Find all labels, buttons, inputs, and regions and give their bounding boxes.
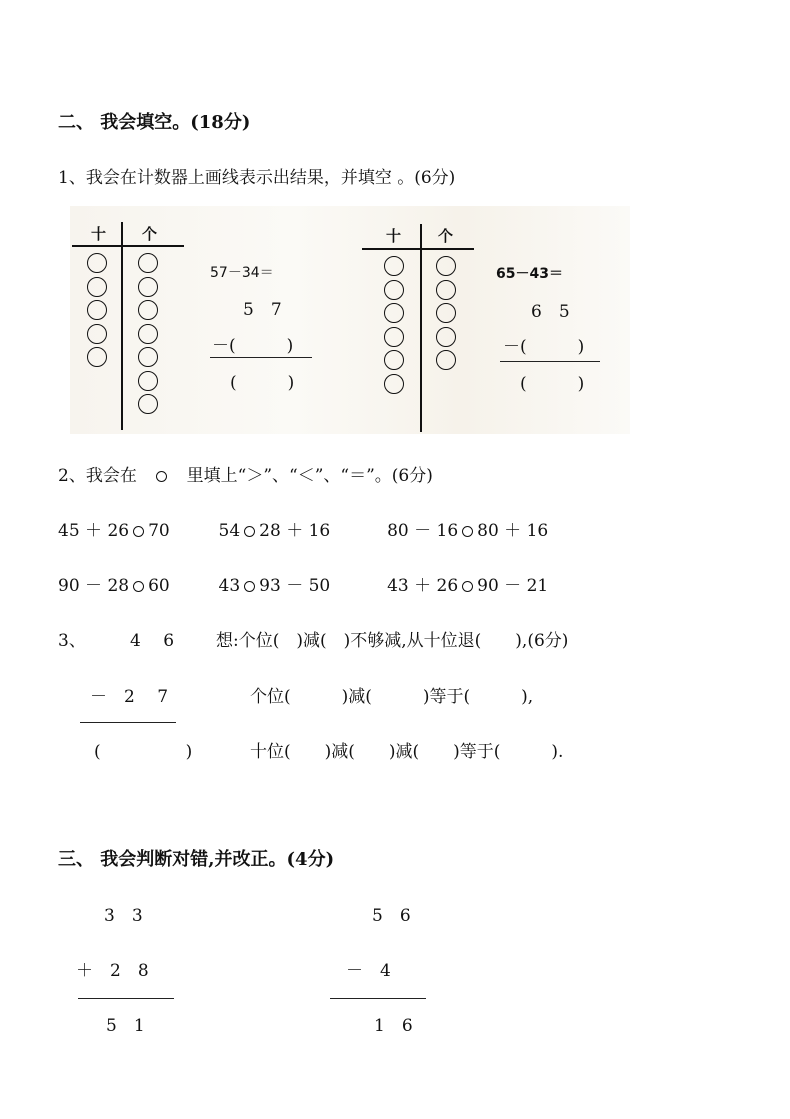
comparison-row-1	[58, 516, 548, 541]
question-2-text	[58, 461, 433, 486]
bead	[87, 277, 107, 297]
section-2-title: 二、 我会填空。(18分)	[58, 112, 251, 133]
calc-right-top-digits: 6 5	[531, 302, 570, 322]
bead	[87, 347, 107, 367]
comparison-expr: 43 ＋ 26	[387, 576, 459, 596]
ones-label: 个	[438, 227, 454, 245]
calc-left-line	[210, 357, 312, 358]
section-3-title: 三、 我会判断对错,并改正。(4分)	[58, 849, 335, 870]
bead	[87, 253, 107, 273]
bead	[436, 280, 456, 300]
calc-left-minus-row: －( )	[212, 336, 294, 356]
question-3-label: 3、	[58, 631, 86, 651]
abacus-header-line	[362, 248, 474, 250]
comparison-expr: 93 － 50	[259, 576, 331, 596]
comparison-expr: 43	[218, 576, 241, 596]
problem-2-operator-row: － 4	[346, 961, 391, 981]
answer-circle[interactable]	[244, 526, 255, 537]
calc-right-minus-row: －( )	[503, 337, 585, 357]
calc-right-result: ( )	[520, 374, 585, 394]
bead	[436, 256, 456, 276]
bead	[436, 303, 456, 323]
comparison-expr: 45 ＋ 26	[58, 521, 130, 541]
tens-label: 十	[91, 225, 107, 243]
question-2-prefix: 2、我会在	[58, 466, 137, 486]
comparison-expr: 28 ＋ 16	[259, 521, 331, 541]
problem-2-result: 1 6	[374, 1016, 413, 1036]
calc-left-top-digits: 5 7	[243, 300, 282, 320]
ones-label: 个	[142, 225, 158, 243]
calc-right-line	[500, 361, 600, 362]
bead	[87, 300, 107, 320]
question-3-line-1: 想:个位( )减( )不够减,从十位退( ),(6分)	[216, 631, 569, 651]
question-3-line-2: 个位( )减( )等于( ),	[250, 687, 534, 707]
abacus-header-line	[72, 245, 184, 247]
bead	[384, 303, 404, 323]
problem-2-line	[330, 998, 426, 999]
bead	[138, 300, 158, 320]
bead	[138, 347, 158, 367]
answer-circle[interactable]	[462, 526, 473, 537]
comparison-expr: 90 － 28	[58, 576, 130, 596]
question-3-minus-digits: － 2 7	[90, 687, 169, 707]
problem-2-top: 5 6	[372, 906, 411, 926]
calc-right-expression: 65－43＝	[496, 266, 563, 282]
bead	[436, 350, 456, 370]
comparison-expr: 54	[218, 521, 241, 541]
problem-1-result: 5 1	[106, 1016, 145, 1036]
comparison-expr: 80 ＋ 16	[477, 521, 549, 541]
answer-circle[interactable]	[244, 581, 255, 592]
calc-left-expression: 57－34＝	[210, 265, 274, 281]
problem-1-line	[78, 998, 174, 999]
bead	[384, 374, 404, 394]
bead	[384, 256, 404, 276]
problem-1-operator-row: ＋ 2 8	[76, 961, 149, 981]
question-3-line	[80, 722, 176, 723]
calc-left-result: ( )	[230, 373, 295, 393]
bead	[436, 327, 456, 347]
comparison-expr: 60	[148, 576, 170, 596]
comparison-expr: 80 － 16	[387, 521, 459, 541]
circle-icon	[156, 471, 167, 482]
answer-circle[interactable]	[133, 526, 144, 537]
abacus-divider	[121, 222, 123, 430]
answer-circle[interactable]	[133, 581, 144, 592]
bead	[138, 371, 158, 391]
bead	[138, 394, 158, 414]
bead	[138, 277, 158, 297]
bead	[384, 327, 404, 347]
question-3-line-3: 十位( )减( )减( )等于( ).	[250, 742, 564, 762]
comparison-expr: 90 － 21	[477, 576, 549, 596]
question-2-suffix: 里填上“＞”、“＜”、“＝”。(6分)	[186, 466, 433, 486]
tens-label: 十	[386, 227, 402, 245]
abacus-divider	[420, 224, 422, 432]
bead	[138, 253, 158, 273]
comparison-row-2	[58, 571, 548, 596]
comparison-expr: 70	[148, 521, 170, 541]
bead	[138, 324, 158, 344]
answer-circle[interactable]	[462, 581, 473, 592]
bead	[384, 280, 404, 300]
abacus-right	[362, 222, 477, 434]
bead	[87, 324, 107, 344]
abacus-left	[72, 220, 187, 432]
problem-1-top: 3 3	[104, 906, 143, 926]
bead	[384, 350, 404, 370]
question-3-result: ( )	[94, 742, 193, 762]
question-1-text: 1、我会在计数器上画线表示出结果，并填空 。(6分)	[58, 168, 456, 188]
question-3-top-digits: 4 6	[130, 631, 175, 651]
